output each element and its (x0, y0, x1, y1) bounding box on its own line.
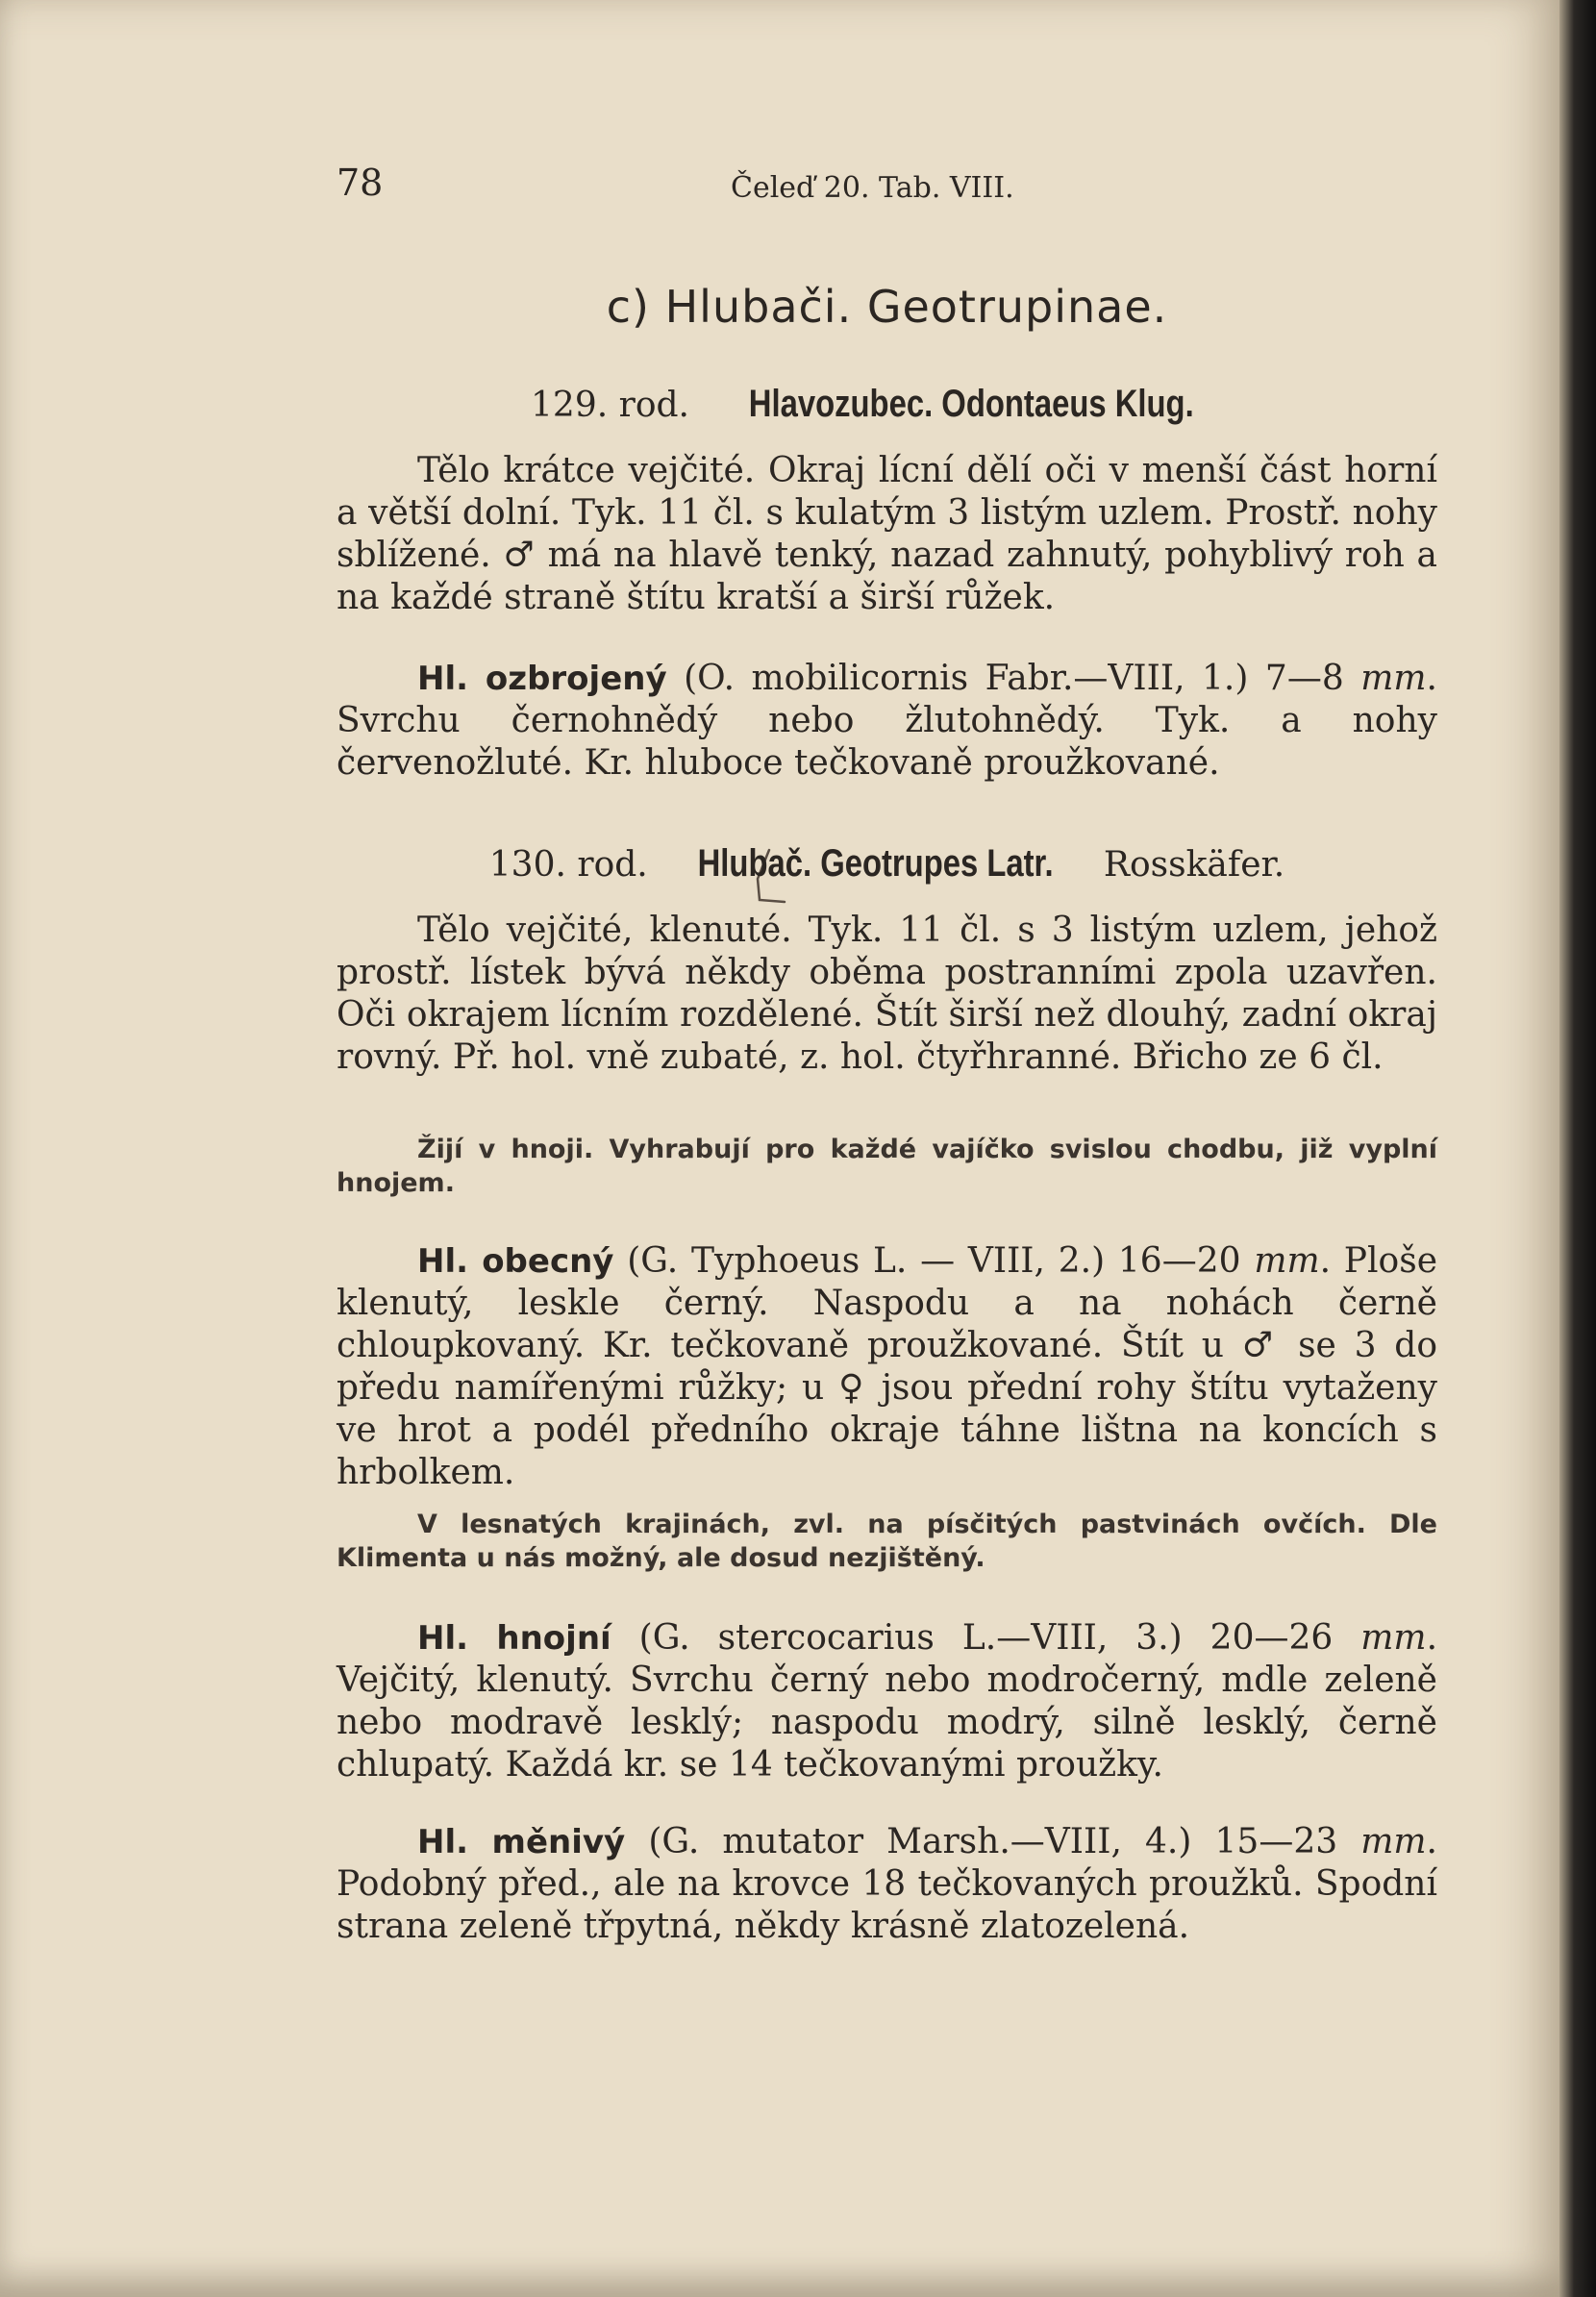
species-entry-1 (337, 658, 1437, 785)
species-2-note: V lesnatých krajinách, zvl. na písčitých pastvinách ovčích. Dle Klimenta u nás možný, ale dosud nezjištěný. (337, 1510, 1437, 1573)
page-number: 78 (337, 162, 384, 204)
running-head: Čeleď 20. Tab. VIII. (731, 171, 1014, 205)
genus-130-note: Žijí v hnoji. Vyhrabují pro každé vajíčko svislou chodbu, již vyplní hnojem. (337, 1135, 1437, 1198)
species-name: Hl. měnivý (417, 1823, 626, 1861)
species-entry-4 (337, 1821, 1437, 1948)
species-name: Hl. ozbrojený (417, 660, 667, 698)
species-citation: (G. stercocarius L.—VIII, 3.) 20—26 (638, 1618, 1334, 1658)
genus-heading-129 (337, 383, 1437, 426)
page-header (337, 162, 1437, 219)
genus-129-description: Tělo krátce vejčité. Okraj lícní dělí oči v menší část horní a větší dolní. Tyk. 11 čl. s kulatým 3 listým uzlem. Prostř. nohy sblížené. ♂ má na hlavě tenký, nazad zahnutý, pohyblivý roh a na každé straně štítu kratší a širší růžek. (337, 451, 1437, 617)
genus-name: Hlavozubec. Odontaeus Klug. (749, 383, 1195, 425)
page-edge-shadow (1559, 0, 1596, 2297)
species-description: . Podobný před., ale na krovce 18 tečkovaných proužků. Spodní strana zeleně třpytná, někdy krásně zlatozelená. (337, 1822, 1437, 1946)
genus-heading-130 (337, 842, 1437, 886)
species-name: Hl. hnojní (417, 1619, 611, 1658)
species-citation: (G. Typhoeus L. — VIII, 2.) 16—20 (627, 1241, 1241, 1281)
species-entry-2 (337, 1240, 1437, 1494)
species-citation: (O. mobilicornis Fabr.—VIII, 1.) 7—8 (684, 659, 1344, 698)
genus-name: Hlubač. Geotrupes Latr. (697, 842, 1054, 885)
species-description: . Vejčitý, klenutý. Svrchu černý nebo modročerný, mdle zeleně nebo modravě lesklý; naspodu modrý, silně lesklý, černě chlupatý. Každá kr. se 14 tečkovanými proužky. (337, 1618, 1438, 1785)
species-entry-3 (337, 1617, 1437, 1786)
species-unit: mm (1360, 659, 1427, 698)
species-description: . Svrchu černohnědý nebo žlutohnědý. Tyk. a nohy červenožluté. Kr. hluboce tečkovaně proužkované. (337, 659, 1437, 783)
species-description: . Ploše klenutý, leskle černý. Naspodu a na nohách černě chloupkovaný. Kr. tečkovaně proužkované. Štít u ♂ se 3 do předu namířenými růžky; u ♀ jsou přední rohy štítu vytaženy ve hrot a podél předního okraje táhne lištna na koncích s hrbolkem. (337, 1241, 1437, 1492)
section-title: c) Hlubači. Geotrupinae. (606, 281, 1168, 333)
genus-german-name: Rosskäfer. (1103, 845, 1285, 885)
species-unit: mm (1254, 1241, 1320, 1281)
species-name: Hl. obecný (417, 1242, 614, 1281)
species-unit: mm (1360, 1618, 1427, 1658)
species-citation: (G. mutator Marsh.—VIII, 4.) 15—23 (648, 1822, 1338, 1861)
species-unit: mm (1360, 1822, 1427, 1861)
genus-130-description: Tělo vejčité, klenuté. Tyk. 11 čl. s 3 listým uzlem, jehož prostř. lístek bývá někdy oběma postranními zpola uzavřen. Oči okrajem lícním rozdělené. Štít širší než dlouhý, zadní okraj rovný. Př. hol. vně zubaté, z. hol. čtyřhranné. Břicho ze 6 čl. (337, 911, 1437, 1077)
genus-prefix: 129. rod. (531, 386, 689, 425)
genus-prefix: 130. rod. (488, 845, 648, 885)
